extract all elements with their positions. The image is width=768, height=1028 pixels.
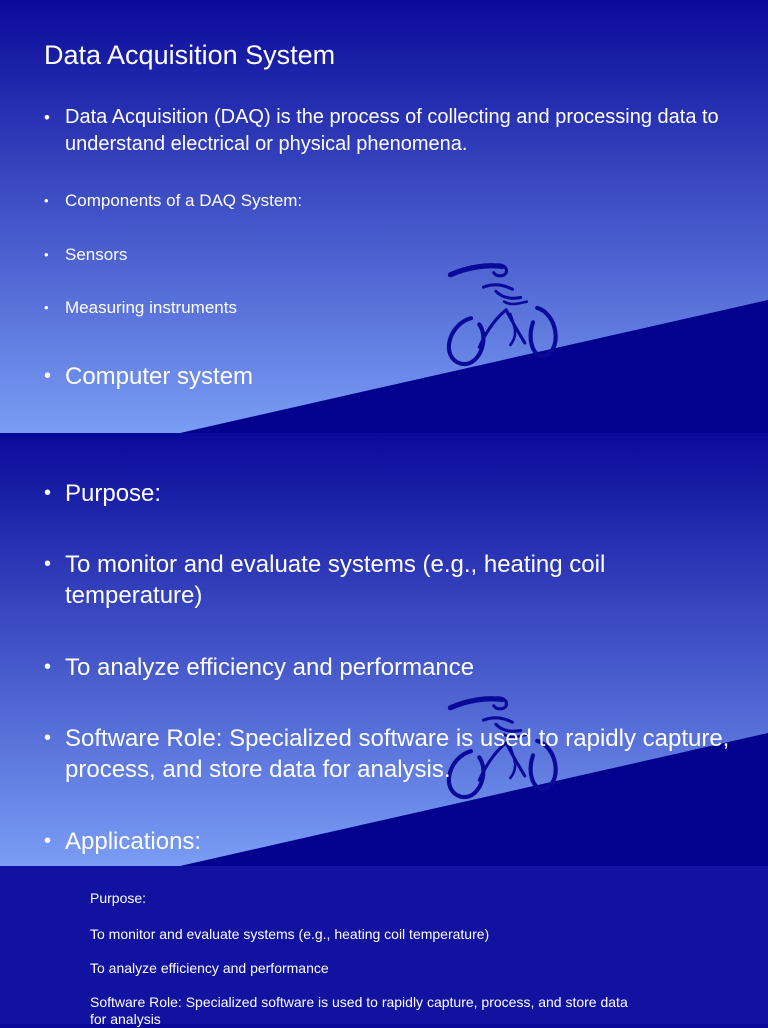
note-line: Software Role: Specialized software is used to rapidly capture, process, and store data for analysis xyxy=(90,994,628,1027)
bullet-dot-icon: • xyxy=(44,365,52,387)
bullet-dot-icon: • xyxy=(44,656,52,678)
slide-1 xyxy=(0,0,768,433)
bullet-dot-icon: • xyxy=(44,482,52,504)
bullet-item: • Purpose: xyxy=(44,480,162,507)
note-line: To monitor and evaluate systems (e.g., heating coil temperature) xyxy=(90,926,490,942)
bullet-item: • To analyze efficiency and performance xyxy=(44,654,475,681)
bullet-item: • Components of a DAQ System: xyxy=(44,191,303,210)
bullet-item: • To monitor and evaluate systems (e.g., heating coil temperature) xyxy=(44,551,606,609)
notes-panel xyxy=(0,866,768,1027)
bullet-item: • Sensors xyxy=(44,245,128,264)
note-line: To analyze efficiency and performance xyxy=(90,960,329,976)
bullet-item: • Computer system xyxy=(44,363,254,390)
note-line: Purpose: xyxy=(90,890,147,906)
bullet-item: • Software Role: Specialized software is used to rapidly capture, process, and store data for analysis. xyxy=(44,725,730,783)
bullet-item: • Data Acquisition (DAQ) is the process of collecting and processing data to understand electrical or physical phenomena. xyxy=(44,106,719,155)
slide-title: Data Acquisition System xyxy=(44,40,336,70)
bullet-dot-icon: • xyxy=(44,108,50,127)
bullet-dot-icon: • xyxy=(44,830,52,852)
bullet-dot-icon: • xyxy=(44,553,52,575)
bullet-dot-icon: • xyxy=(44,193,49,208)
bullet-dot-icon: • xyxy=(44,727,52,749)
bullet-item: • Applications: xyxy=(44,828,202,855)
bullet-dot-icon: • xyxy=(44,300,49,315)
bullet-item: • Measuring instruments xyxy=(44,298,237,317)
slide-2 xyxy=(0,433,768,866)
bullet-dot-icon: • xyxy=(44,247,49,262)
